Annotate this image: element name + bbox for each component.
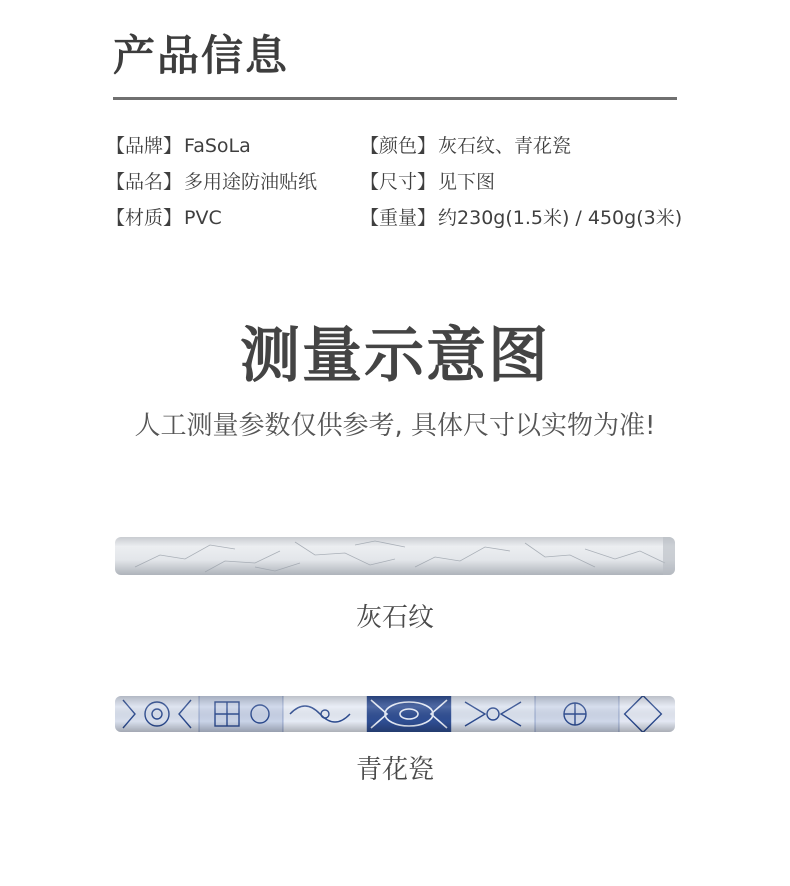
blue-porcelain-caption: 青花瓷 [355, 755, 434, 785]
title-divider [113, 97, 677, 100]
grey-marble-caption: 灰石纹 [355, 603, 434, 633]
spec-weight [360, 206, 682, 230]
grey-marble-roll-image [115, 537, 675, 575]
spec-value: 约230g(1.5米) / 450g(3米) [438, 207, 683, 229]
spec-value: PVC [184, 207, 222, 229]
spec-material [106, 206, 222, 230]
spec-key: 【品牌】 [106, 135, 183, 157]
spec-name [106, 170, 317, 194]
spec-key: 【颜色】 [360, 135, 437, 157]
spec-size [360, 170, 495, 194]
product-info-title: 产品信息 [113, 31, 290, 80]
spec-key: 【品名】 [106, 171, 183, 193]
spec-brand [106, 134, 251, 158]
spec-key: 【重量】 [360, 207, 437, 229]
spec-color [360, 134, 571, 158]
spec-key: 【材质】 [106, 207, 183, 229]
spec-value: 多用途防油贴纸 [184, 171, 318, 193]
diagram-subtitle: 人工测量参数仅供参考, 具体尺寸以实物为准! [134, 411, 656, 441]
spec-value: 见下图 [438, 171, 496, 193]
blue-porcelain-roll-image [115, 696, 675, 732]
diagram-title: 测量示意图 [240, 321, 550, 391]
spec-value: 灰石纹、青花瓷 [438, 135, 572, 157]
spec-key: 【尺寸】 [360, 171, 437, 193]
spec-value: FaSoLa [184, 135, 251, 157]
